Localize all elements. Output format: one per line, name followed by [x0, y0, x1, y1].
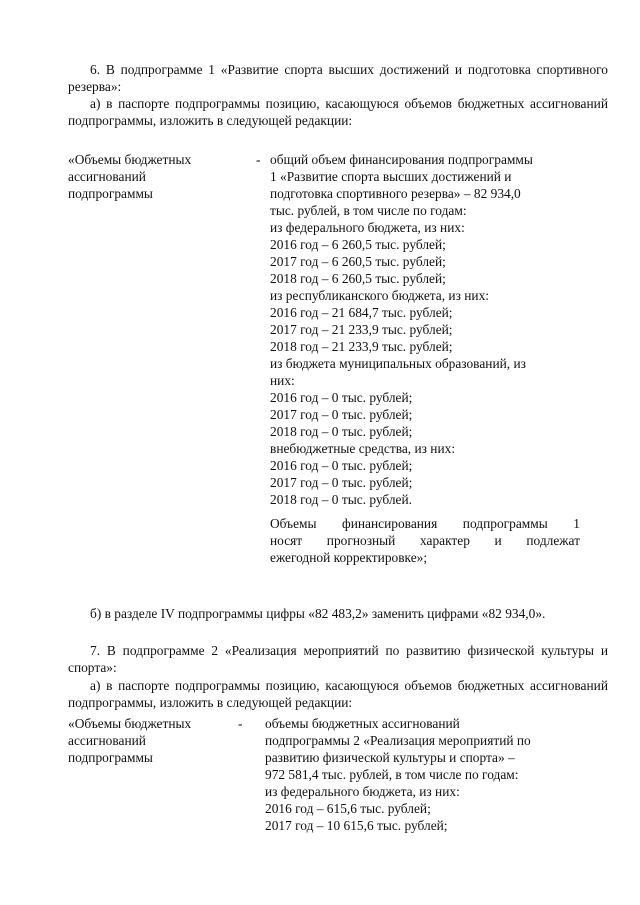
item7-value-line: из федерального бюджета, из них:	[265, 784, 460, 799]
item6-note-line: носят прогнозный характер и подлежат	[270, 533, 580, 548]
item6-label-line: «Объемы бюджетных	[68, 152, 192, 167]
item6-label-line: ассигнований	[68, 169, 146, 184]
item6-sub-a: а) в паспорте подпрограммы позицию, касающуюся объемов бюджетных ассигнований подпрограммы, изложить в следующей редакции:	[68, 96, 608, 128]
item6-value-line: подготовка спортивного резерва» – 82 934,0	[270, 186, 521, 201]
item6-value-line: из федерального бюджета, из них:	[270, 220, 465, 235]
item7-value-line: 2017 год – 10 615,6 тыс. рублей;	[265, 818, 448, 833]
item6-value-line: общий объем финансирования подпрограммы	[270, 152, 533, 167]
item6-heading: 6. В подпрограмме 1 «Развитие спорта высших достижений и подготовка спортивного резерва»:	[68, 62, 608, 94]
item6-value-line: 2018 год – 6 260,5 тыс. рублей;	[270, 271, 446, 286]
item7-heading: 7. В подпрограмме 2 «Реализация мероприятий по развитию физической культуры и спорта»:	[68, 643, 608, 675]
item7-value-line: развитию физической культуры и спорта» –	[265, 750, 515, 765]
item6-value-line: 2017 год – 0 тыс. рублей;	[270, 407, 413, 422]
item7-label-line: ассигнований	[68, 733, 146, 748]
item6-value-line: 2018 год – 0 тыс. рублей;	[270, 424, 413, 439]
item6-note-line: Объемы финансирования подпрограммы 1	[270, 516, 580, 531]
item7-sub-a: а) в паспорте подпрограммы позицию, касающуюся объемов бюджетных ассигнований подпрограммы, изложить в следующей редакции:	[68, 678, 608, 710]
item7-label-line: «Объемы бюджетных	[68, 716, 192, 731]
item6-dash: -	[256, 152, 261, 167]
item7-dash: -	[238, 716, 243, 731]
item6-value-line: 2016 год – 0 тыс. рублей;	[270, 390, 413, 405]
item7-value-line: 2016 год – 615,6 тыс. рублей;	[265, 801, 431, 816]
item6-note-line: ежегодной корректировке»;	[270, 550, 428, 565]
item6-value-line: из республиканского бюджета, из них:	[270, 288, 489, 303]
item6-value-line: 2017 год – 21 233,9 тыс. рублей;	[270, 322, 453, 337]
item6-value-line: 2018 год – 0 тыс. рублей.	[270, 492, 412, 507]
item7-value-line: объемы бюджетных ассигнований	[265, 716, 460, 731]
item6-value-line: 2016 год – 21 684,7 тыс. рублей;	[270, 305, 453, 320]
item6-value-line: них:	[270, 373, 295, 388]
item6-value-line: 2018 год – 21 233,9 тыс. рублей;	[270, 339, 453, 354]
item7-value-line: 972 581,4 тыс. рублей, в том числе по годам:	[265, 767, 519, 782]
item6-value-line: 2016 год – 6 260,5 тыс. рублей;	[270, 237, 446, 252]
item6-sub-b: б) в разделе IV подпрограммы цифры «82 483,2» заменить цифрами «82 934,0».	[90, 606, 546, 621]
item6-value-line: 1 «Развитие спорта высших достижений и	[270, 169, 512, 184]
item6-value-line: 2017 год – 6 260,5 тыс. рублей;	[270, 254, 446, 269]
item6-value-line: из бюджета муниципальных образований, из	[270, 356, 526, 371]
item7-label-line: подпрограммы	[68, 750, 153, 765]
item6-value-line: 2017 год – 0 тыс. рублей;	[270, 475, 413, 490]
item6-value-line: тыс. рублей, в том числе по годам:	[270, 203, 467, 218]
item6-label-line: подпрограммы	[68, 186, 153, 201]
item7-value-line: подпрограммы 2 «Реализация мероприятий по	[265, 733, 531, 748]
item6-value-line: 2016 год – 0 тыс. рублей;	[270, 458, 413, 473]
item6-value-line: внебюджетные средства, из них:	[270, 441, 456, 456]
